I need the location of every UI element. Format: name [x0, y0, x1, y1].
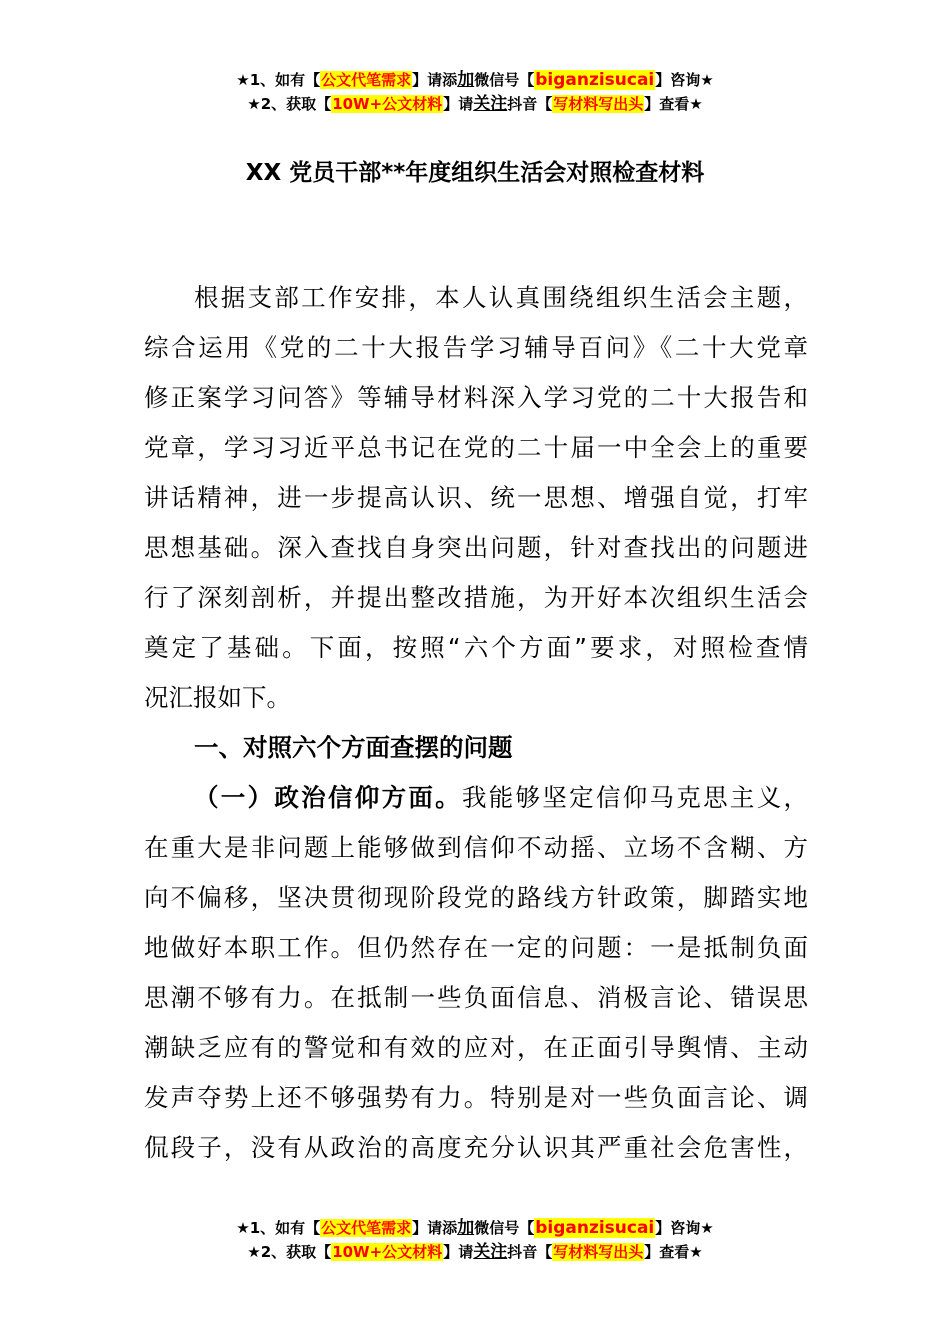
paragraph-line: 行了深刻剖析，并提出整改措施，为开好本次组织生活会 [144, 583, 808, 612]
banner-emphasis: 关注 [473, 1242, 508, 1262]
document-title: XX 党员干部**年度组织生活会对照检查材料 [245, 160, 705, 186]
paragraph-line: 在重大是非问题上能够做到信仰不动摇、立场不含糊、方 [144, 833, 808, 862]
banner-text: 抖音【 [507, 1243, 553, 1261]
paragraph-line: 向不偏移，坚决贯彻现阶段党的路线方针政策，脚踏实地 [144, 883, 808, 912]
banner-text: ★1、如有【 [236, 71, 321, 89]
paragraph-line: 综合运用《党的二十大报告学习辅导百问》《二十大党章 [144, 333, 808, 362]
paragraph-line: 思想基础。深入查找自身突出问题，针对查找出的问题进 [144, 533, 808, 562]
banner-text: 】查看★ [644, 95, 703, 113]
banner-line-2 [0, 1240, 950, 1264]
banner-douyin-id: 写材料写出头 [553, 1243, 644, 1261]
paragraph-line: 讲话精神，进一步提高认识、统一思想、增强自觉，打牢 [144, 483, 808, 512]
banner-text: 】请添 [412, 1219, 458, 1237]
banner-text: 】咨询★ [655, 71, 714, 89]
banner-line-1 [0, 1216, 950, 1240]
footer-banner [0, 1216, 950, 1264]
header-banner [0, 68, 950, 116]
banner-highlight: 10W+公文材料 [332, 95, 443, 113]
subsection-first-line [144, 773, 808, 823]
banner-text: 微信号【 [474, 71, 535, 89]
paragraph-line: 地做好本职工作。但仍然存在一定的问题：一是抵制负面 [144, 933, 808, 962]
banner-highlight: 公文代笔需求 [321, 71, 412, 89]
banner-text: 】请 [443, 95, 474, 113]
banner-text: 】咨询★ [655, 1219, 714, 1237]
banner-text: ★2、获取【 [247, 95, 332, 113]
section-heading: 一、对照六个方面查摆的问题 [194, 733, 513, 762]
paragraph-line: 潮缺乏应有的警觉和有效的应对，在正面引导舆情、主动 [144, 1033, 808, 1062]
paragraph-line: 根据支部工作安排，本人认真围绕组织生活会主题， [194, 283, 808, 312]
banner-emphasis: 加 [457, 1218, 475, 1238]
banner-text: 】查看★ [644, 1243, 703, 1261]
banner-highlight: 10W+公文材料 [332, 1243, 443, 1261]
paragraph-line: 修正案学习问答》等辅导材料深入学习党的二十大报告和 [144, 383, 808, 412]
banner-line-1 [0, 68, 950, 92]
paragraph-line: 党章，学习习近平总书记在党的二十届一中全会上的重要 [144, 433, 808, 462]
banner-highlight: 公文代笔需求 [321, 1219, 412, 1237]
paragraph-line: 思潮不够有力。在抵制一些负面信息、消极言论、错误思 [144, 983, 808, 1012]
paragraph-line: 侃段子，没有从政治的高度充分认识其严重社会危害性， [144, 1133, 808, 1162]
paragraph-line: 奠定了基础。下面，按照“六个方面”要求，对照检查情 [144, 633, 808, 662]
paragraph-text: 我能够坚定信仰马克思主义， [461, 783, 809, 812]
paragraph-line: 况汇报如下。 [144, 683, 291, 712]
banner-wechat-id: biganzisucai [535, 70, 655, 90]
banner-wechat-id: biganzisucai [535, 1218, 655, 1238]
banner-douyin-id: 写材料写出头 [553, 95, 644, 113]
banner-emphasis: 加 [457, 70, 475, 90]
banner-text: 】请添 [412, 71, 458, 89]
banner-emphasis: 关注 [473, 94, 508, 114]
document-body [144, 273, 808, 1173]
banner-text: 抖音【 [507, 95, 553, 113]
banner-line-2 [0, 92, 950, 116]
banner-text: 微信号【 [474, 1219, 535, 1237]
banner-text: ★1、如有【 [236, 1219, 321, 1237]
subsection-label: （一）政治信仰方面。 [194, 783, 462, 812]
paragraph-line: 发声夺势上还不够强势有力。特别是对一些负面言论、调 [144, 1083, 808, 1112]
banner-text: ★2、获取【 [247, 1243, 332, 1261]
banner-text: 】请 [443, 1243, 474, 1261]
